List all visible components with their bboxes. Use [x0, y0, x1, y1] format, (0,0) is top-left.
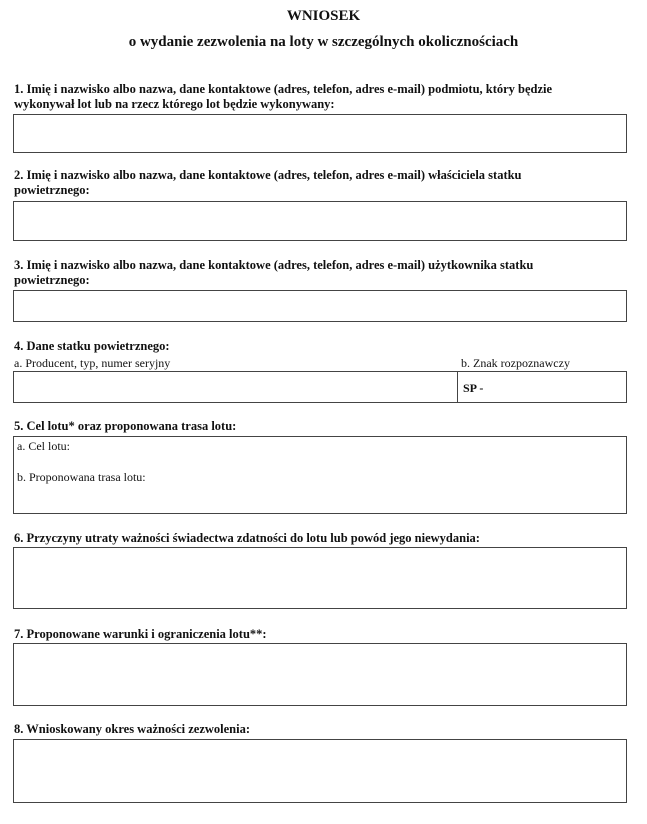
section-1-label [14, 82, 634, 112]
registration-prefix: SP - [463, 381, 484, 395]
section-4-sublabel-a: a. Producent, typ, numer seryjny [14, 356, 171, 370]
section-3-label-line1: 3. Imię i nazwisko albo nazwa, dane kontaktowe (adres, telefon, adres e-mail) użytkownika statku [14, 258, 534, 272]
section-8-field[interactable] [13, 739, 627, 803]
section-2-label-line2: powietrznego: [14, 183, 90, 197]
section-4-sublabel-b: b. Znak rozpoznawczy [461, 356, 570, 370]
section-2-label [14, 168, 634, 198]
section-3-label-line2: powietrznego: [14, 273, 90, 287]
section-5-sublabel-b: b. Proponowana trasa lotu: [17, 470, 146, 484]
registration-mark-field[interactable] [458, 372, 626, 402]
section-5-label: 5. Cel lotu* oraz proponowana trasa lotu: [14, 419, 237, 433]
section-3-field[interactable] [13, 290, 627, 322]
section-4-label: 4. Dane statku powietrznego: [14, 339, 170, 353]
section-3-label [14, 258, 634, 288]
section-1-field[interactable] [13, 114, 627, 153]
section-4-table [13, 371, 627, 403]
section-6-field[interactable] [13, 547, 627, 609]
section-2-field[interactable] [13, 201, 627, 241]
section-7-field[interactable] [13, 643, 627, 706]
section-1-label-line2: wykonywał lot lub na rzecz którego lot będzie wykonywany: [14, 97, 335, 111]
section-7-label: 7. Proponowane warunki i ograniczenia lotu**: [14, 627, 267, 641]
section-2-label-line1: 2. Imię i nazwisko albo nazwa, dane kontaktowe (adres, telefon, adres e-mail) właściciela statku [14, 168, 522, 182]
section-5-field[interactable] [13, 436, 627, 514]
section-5-sublabel-a: a. Cel lotu: [17, 439, 70, 453]
section-6-label: 6. Przyczyny utraty ważności świadectwa zdatności do lotu lub powód jego niewydania: [14, 531, 480, 545]
aircraft-manufacturer-field[interactable] [14, 372, 457, 402]
document-subtitle: o wydanie zezwolenia na loty w szczególnych okolicznościach [128, 34, 519, 50]
section-1-label-line1: 1. Imię i nazwisko albo nazwa, dane kontaktowe (adres, telefon, adres e-mail) podmiotu, który będzie [14, 82, 553, 96]
document-title: WNIOSEK [286, 8, 361, 24]
section-8-label: 8. Wnioskowany okres ważności zezwolenia: [14, 722, 250, 736]
